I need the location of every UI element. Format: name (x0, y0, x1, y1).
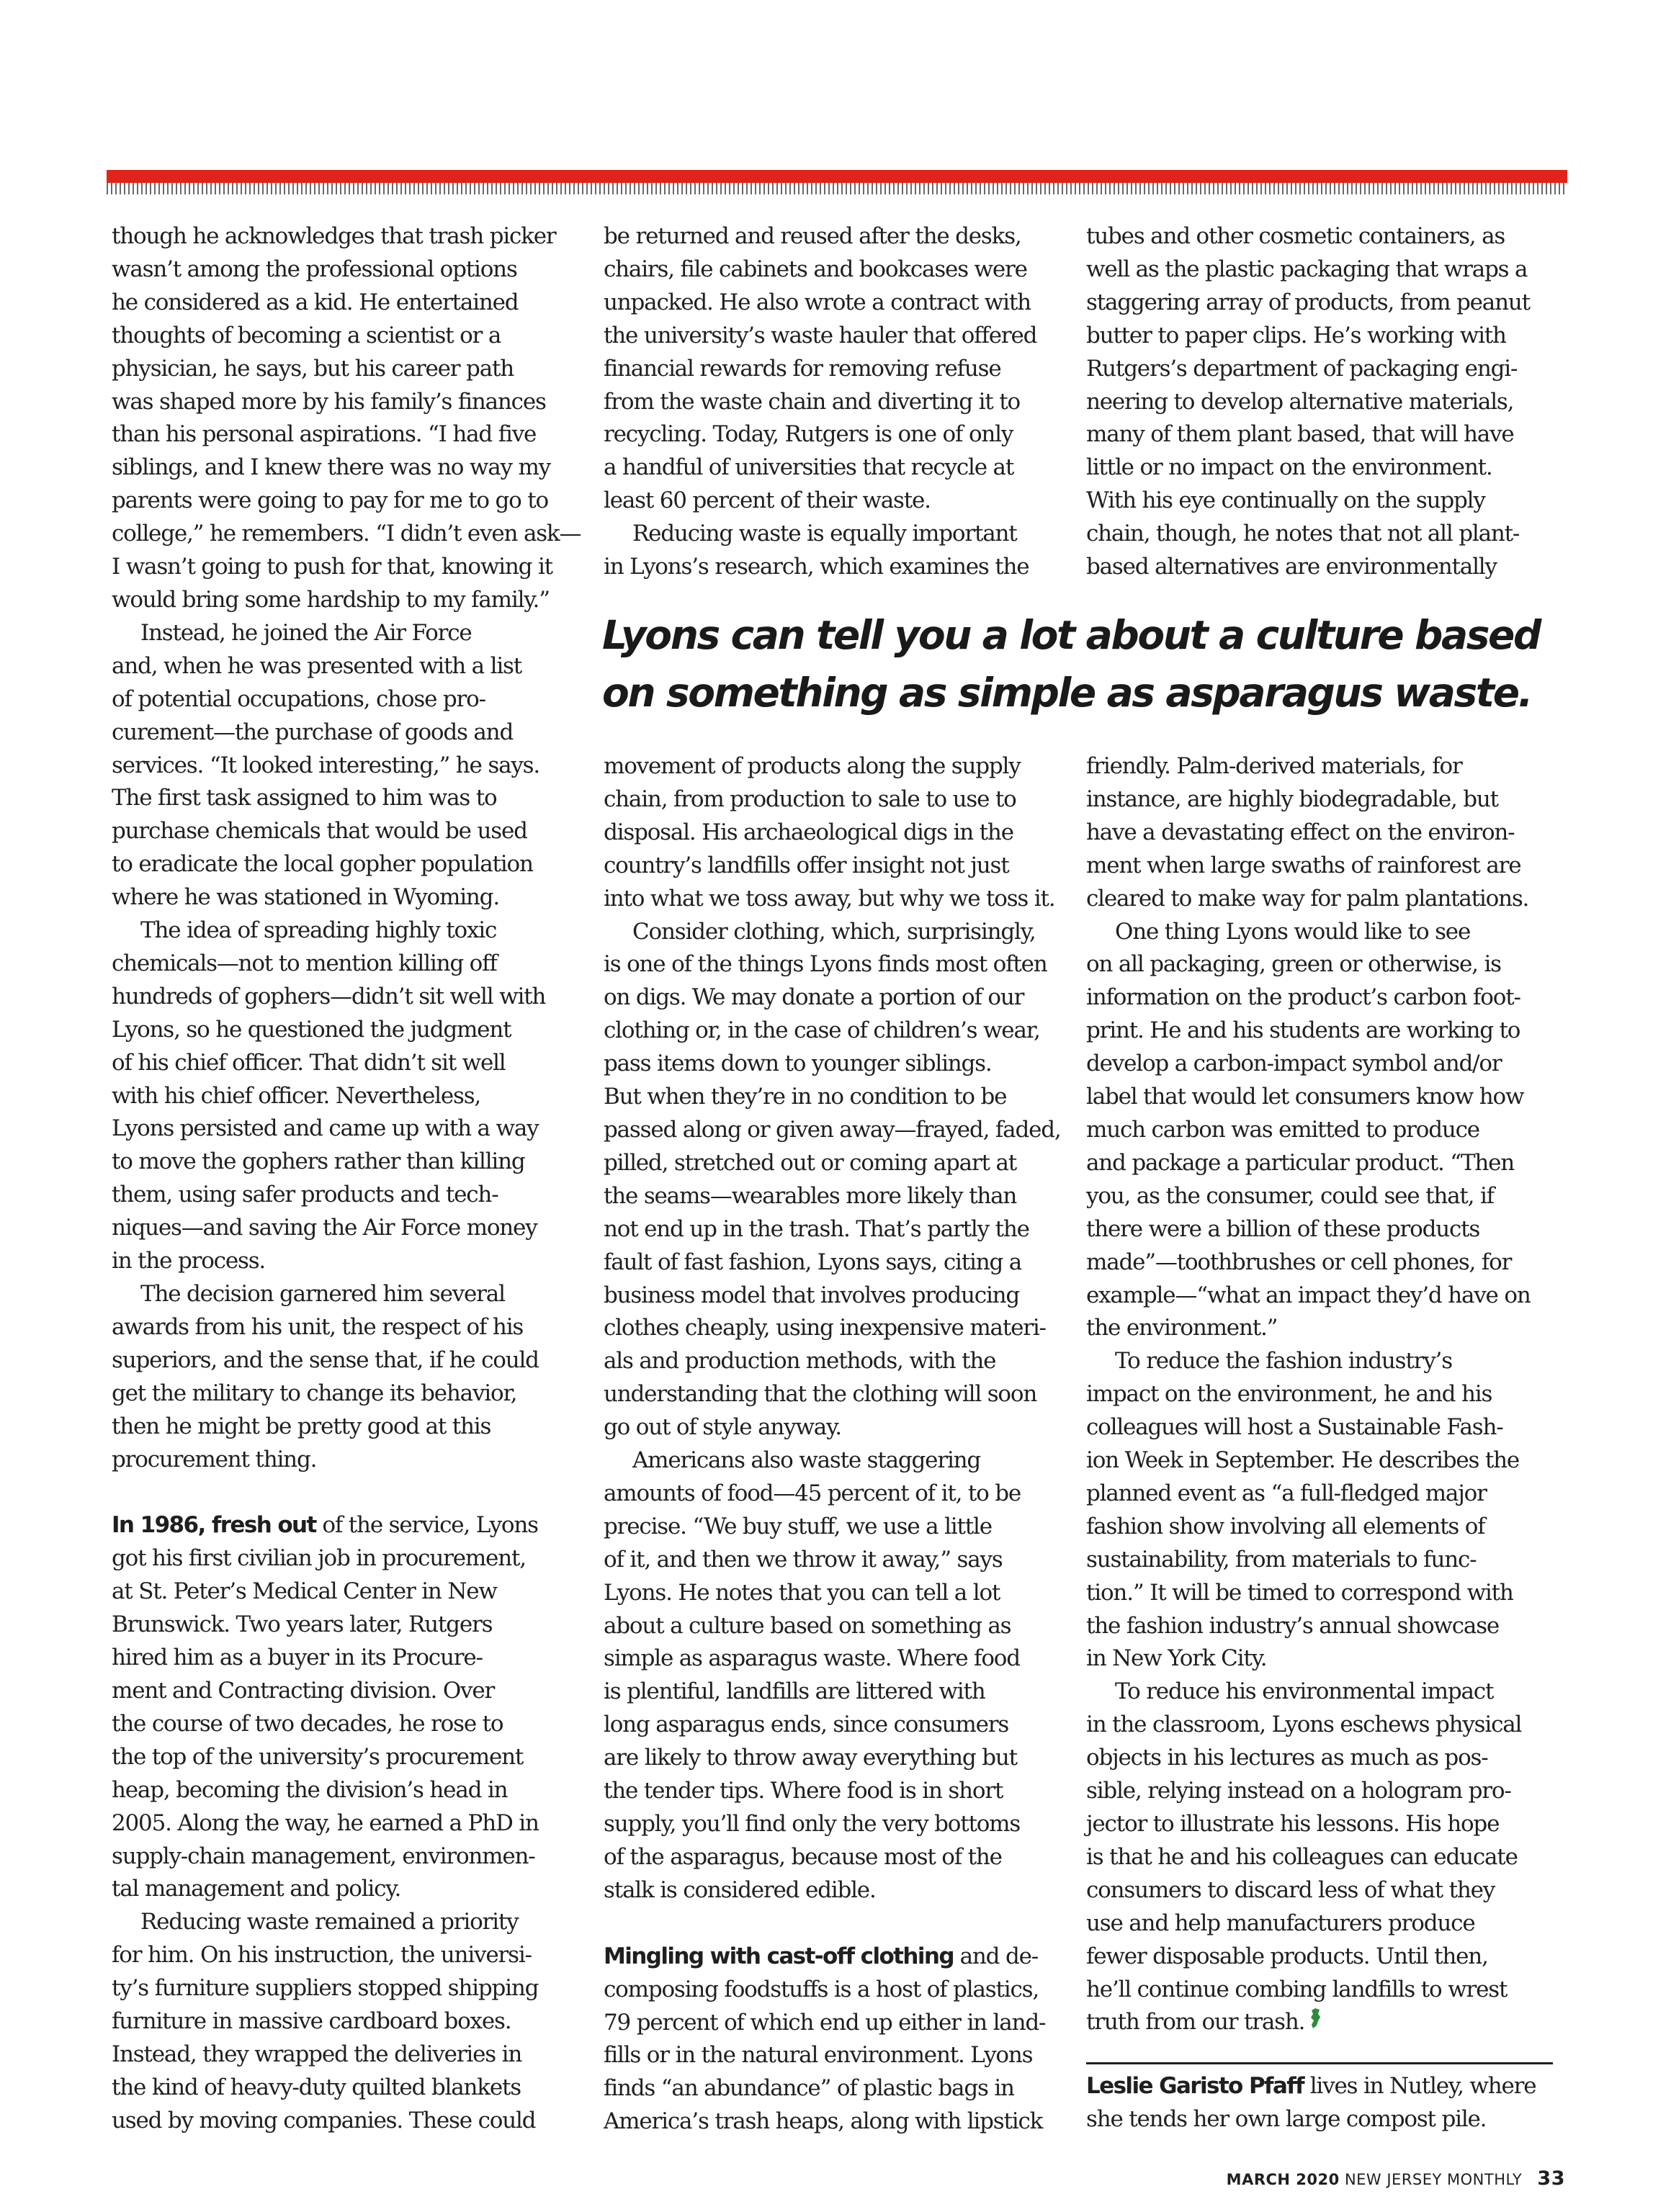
text-line: was shaped more by his family’s finances (112, 388, 546, 415)
text-line (604, 1941, 1057, 1974)
text-line: be returned and reused after the desks, (604, 223, 1021, 249)
text-line: amounts of food—45 percent of it, to be (604, 1480, 1021, 1506)
text-line: and package a particular product. “Then (1086, 1149, 1515, 1176)
text-line: on all packaging, green or otherwise, is (1086, 951, 1501, 978)
text-line: 2005. Along the way, he earned a PhD in (112, 1809, 539, 1836)
text-line: Instead, he joined the Air Force (140, 619, 472, 646)
text-line: cleared to make way for palm plantations. (1086, 885, 1529, 912)
text-line: supply-chain management, environmen- (112, 1843, 535, 1869)
text-line: have a devastating effect on the environ- (1086, 819, 1515, 845)
column-3-bottom (1086, 750, 1540, 2039)
text-line: ty’s furniture suppliers stopped shipping (112, 1975, 539, 2002)
text-line: staggering array of products, from peanut (1086, 289, 1530, 315)
text-line: physician, he says, but his career path (112, 355, 514, 382)
author-bio (1086, 2070, 1562, 2136)
text-line: on digs. We may donate a portion of our (604, 984, 1024, 1011)
section-lead-in: In 1986, fresh out (112, 1512, 316, 1539)
text-line: clothing or, in the case of children’s wear, (604, 1017, 1040, 1044)
text-line: then he might be pretty good at this (112, 1413, 491, 1439)
text-line: To reduce the fashion industry’s (1115, 1348, 1452, 1375)
text-line: is that he and his colleagues can educate (1086, 1843, 1518, 1870)
text-line: of it, and then we throw it away,” says (604, 1546, 1003, 1573)
text-line: curement—the purchase of goods and (112, 719, 514, 745)
text-line: with his chief officer. Nevertheless, (112, 1082, 481, 1109)
text-line: stalk is considered edible. (604, 1876, 876, 1903)
text-line: Lyons. He notes that you can tell a lot (604, 1579, 1000, 1606)
text-line: to eradicate the local gopher population (112, 851, 533, 878)
text-line: many of them plant based, that will have (1086, 421, 1514, 448)
text-line: chain, though, he notes that not all plant- (1086, 521, 1520, 547)
text-line: jector to illustrate his lessons. His hope (1086, 1811, 1500, 1837)
text-line: in Lyons’s research, which examines the (604, 554, 1029, 580)
text-line: in the classroom, Lyons eschews physical (1086, 1712, 1522, 1738)
text-line: of the asparagus, because most of the (604, 1843, 1002, 1870)
text-line: is one of the things Lyons finds most often (604, 951, 1047, 978)
red-rule-bar (107, 170, 1567, 183)
pull-quote-line: on something as simple as asparagus waste. (602, 670, 1532, 716)
new-jersey-state-icon (1309, 2006, 1322, 2039)
text-line: sustainability, from materials to func- (1086, 1546, 1477, 1573)
text-line: country’s landfills offer insight not just (604, 852, 1009, 878)
text-line: made”—toothbrushes or cell phones, for (1086, 1249, 1512, 1275)
text-line: Reducing waste is equally important (632, 521, 1017, 547)
text-line: heap, becoming the division’s head in (112, 1776, 508, 1803)
text-line (112, 1509, 565, 1542)
text-line: furniture in massive cardboard boxes. (112, 2008, 511, 2035)
issue-date: MARCH 2020 (1226, 2171, 1340, 2188)
text-line: to move the gophers rather than killing (112, 1148, 525, 1175)
text-line: understanding that the clothing will soon (604, 1381, 1037, 1408)
column-2-top (604, 220, 1057, 584)
text-line: fashion show involving all elements of (1086, 1513, 1485, 1539)
text-line: the seams—wearables more likely than (604, 1182, 1017, 1209)
bio-line: she tends her own large compost pile. (1086, 2105, 1487, 2132)
text-line: But when they’re in no condition to be (604, 1084, 1007, 1110)
text-line: The first task assigned to him was to (112, 785, 497, 811)
text-line: Instead, they wrapped the deliveries in (112, 2041, 522, 2067)
text-line: you, as the consumer, could see that, if (1086, 1182, 1494, 1209)
text-line: consumers to discard less of what they (1086, 1876, 1495, 1903)
pull-quote (602, 606, 1567, 721)
column-1 (112, 220, 581, 2138)
text-line: 79 percent of which end up either in land- (604, 2009, 1046, 2036)
text-line: wasn’t among the professional options (112, 256, 517, 282)
paragraph-gap (112, 1476, 565, 1509)
text-line: go out of style anyway. (604, 1414, 841, 1441)
text-line: chairs, file cabinets and bookcases were (604, 256, 1027, 282)
text-line: movement of products along the supply (604, 753, 1021, 779)
text-line: the tender tips. Where food is in short (604, 1778, 1003, 1804)
text-line: got his first civilian job in procurement, (112, 1545, 526, 1572)
text-line: the university’s waste hauler that offered (604, 322, 1037, 349)
text-fragment: truth from our trash. (1086, 2009, 1305, 2036)
text-line: One thing Lyons would like to see (1115, 918, 1471, 945)
text-line: in the process. (112, 1248, 266, 1274)
author-name: Leslie Garisto Pfaff (1086, 2073, 1304, 2099)
text-line: passed along or given away—frayed, faded, (604, 1116, 1061, 1143)
text-line: pass items down to younger siblings. (604, 1051, 992, 1077)
text-line: thoughts of becoming a scientist or a (112, 322, 501, 349)
pull-quote-line: Lyons can tell you a lot about a culture based (602, 612, 1540, 658)
text-line: college,” he remembers. “I didn’t even ask— (112, 521, 581, 547)
text-line: them, using safer products and tech- (112, 1182, 498, 1208)
text-line: hundreds of gophers—didn’t sit well with (112, 983, 546, 1010)
text-line: superiors, and the sense that, if he could (112, 1346, 539, 1373)
text-line: information on the product’s carbon foot- (1086, 984, 1520, 1011)
text-line: simple as asparagus waste. Where food (604, 1645, 1020, 1672)
text-line: siblings, and I knew there was no way my (112, 454, 550, 481)
text-line: Lyons, so he questioned the judgment (112, 1016, 511, 1043)
text-line: least 60 percent of their waste. (604, 487, 931, 514)
text-line: neering to develop alternative materials, (1086, 388, 1514, 415)
text-line: instance, are highly biodegradable, but (1086, 786, 1498, 812)
paragraph-gap (604, 1907, 1057, 1941)
text-line: the fashion industry’s annual showcase (1086, 1612, 1500, 1639)
text-line: ment when large swaths of rainforest are (1086, 852, 1521, 878)
text-line: procurement thing. (112, 1446, 317, 1473)
text-line: example—“what an impact they’d have on (1086, 1282, 1531, 1308)
text-line: chain, from production to sale to use to (604, 786, 1016, 812)
tick-rule (107, 183, 1567, 194)
text-line: develop a carbon-impact symbol and/or (1086, 1051, 1502, 1077)
bio-separator (1086, 2062, 1553, 2064)
text-line: recycling. Today, Rutgers is one of only (604, 421, 1013, 448)
text-line: sible, relying instead on a hologram pro- (1086, 1778, 1511, 1804)
text-line: awards from his unit, the respect of his (112, 1313, 524, 1340)
text-line: impact on the environment, he and his (1086, 1381, 1492, 1408)
text-line: used by moving companies. These could (112, 2107, 536, 2134)
text-line: tion.” It will be timed to correspond with (1086, 1579, 1513, 1606)
text-line: With his eye continually on the supply (1086, 487, 1485, 514)
text-line: chemicals—not to mention killing off (112, 950, 497, 976)
text-line: of his chief officer. That didn’t sit well (112, 1049, 506, 1076)
text-line: he’ll continue combing landfills to wrest (1086, 1976, 1508, 2002)
text-line: for him. On his instruction, the universi- (112, 1942, 532, 1969)
text-line: ment and Contracting division. Over (112, 1677, 495, 1704)
page-number: 33 (1537, 2167, 1565, 2190)
text-line: get the military to change its behavior, (112, 1380, 517, 1406)
text-line: colleagues will host a Sustainable Fash- (1086, 1414, 1503, 1441)
text-line: in New York City. (1086, 1645, 1267, 1672)
text-line: Brunswick. Two years later, Rutgers (112, 1611, 493, 1638)
text-line: print. He and his students are working to (1086, 1017, 1520, 1044)
text-line: hired him as a buyer in its Procure- (112, 1645, 483, 1671)
text-line: the kind of heavy-duty quilted blankets (112, 2074, 521, 2100)
text-line: planned event as “a full-fledged major (1086, 1480, 1487, 1506)
text-line: supply, you’ll find only the very bottoms (604, 1811, 1021, 1837)
top-rule (107, 170, 1567, 194)
bio-line (1086, 2070, 1562, 2103)
text-line: niques—and saving the Air Force money (112, 1215, 537, 1241)
text-line: composing foodstuffs is a host of plastics, (604, 1976, 1039, 2002)
text-line: finds “an abundance” of plastic bags in (604, 2075, 1014, 2102)
text-line: pilled, stretched out or coming apart at (604, 1149, 1016, 1176)
text-line: Reducing waste remained a priority (140, 1909, 519, 1936)
text-line: than his personal aspirations. “I had five (112, 421, 537, 448)
text-line: purchase chemicals that would be used (112, 818, 527, 845)
text-line: though he acknowledges that trash picker (112, 223, 556, 249)
column-3-top (1086, 220, 1540, 584)
text-line: services. “It looked interesting,” he says. (112, 752, 540, 778)
text-line: To reduce his environmental impact (1115, 1678, 1494, 1705)
text-line: is plentiful, landfills are littered with (604, 1678, 985, 1705)
text-line: precise. “We buy stuff, we use a little (604, 1513, 992, 1539)
text-line: tubes and other cosmetic containers, as (1086, 223, 1505, 249)
text-line: als and production methods, with the (604, 1348, 996, 1375)
text-line: I wasn’t going to push for that, knowing it (112, 554, 552, 580)
section-lead-in: Mingling with cast-off clothing (604, 1943, 954, 1969)
text-line: Americans also waste staggering (632, 1447, 981, 1474)
text-line: at St. Peter’s Medical Center in New (112, 1578, 497, 1605)
text-line: clothes cheaply, using inexpensive materi- (604, 1315, 1046, 1341)
text-line: Lyons persisted and came up with a way (112, 1115, 539, 1142)
column-2-bottom (604, 750, 1061, 2139)
text-line: a handful of universities that recycle at (604, 454, 1014, 481)
text-line: where he was stationed in Wyoming. (112, 884, 499, 911)
text-line: The idea of spreading highly toxic (140, 917, 497, 944)
text-line: friendly. Palm-derived materials, for (1086, 753, 1462, 779)
text-line: The decision garnered him several (140, 1281, 505, 1307)
text-line: America’s trash heaps, along with lipstick (604, 2108, 1043, 2135)
text-line: Consider clothing, which, surprisingly, (632, 918, 1036, 945)
text-line: financial rewards for removing refuse (604, 355, 1001, 382)
text-line: about a culture based on something as (604, 1612, 1011, 1639)
text-line: unpacked. He also wrote a contract with (604, 289, 1031, 315)
text-line: well as the plastic packaging that wraps a (1086, 256, 1528, 282)
text-fragment: of the service, Lyons (322, 1512, 538, 1539)
text-line: butter to paper clips. He’s working with (1086, 322, 1506, 349)
text-line: disposal. His archaeological digs in the (604, 819, 1013, 845)
text-line: from the waste chain and diverting it to (604, 388, 1020, 415)
text-line: he considered as a kid. He entertained (112, 289, 519, 315)
text-line: little or no impact on the environment. (1086, 454, 1492, 481)
text-line: use and help manufacturers produce (1086, 1910, 1475, 1936)
text-line: ion Week in September. He describes the (1086, 1447, 1520, 1474)
text-line: Rutgers’s department of packaging engi- (1086, 355, 1518, 382)
text-fragment: lives in Nutley, where (1304, 2073, 1536, 2099)
text-line: of potential occupations, chose pro- (112, 685, 485, 712)
text-line: and, when he was presented with a list (112, 652, 521, 679)
text-line: parents were going to pay for me to go to (112, 487, 548, 514)
text-line: label that would let consumers know how (1086, 1084, 1524, 1110)
text-line: into what we toss away, but why we toss it. (604, 885, 1055, 912)
text-line: much carbon was emitted to produce (1086, 1116, 1479, 1143)
magazine-name: NEW JERSEY MONTHLY (1344, 2171, 1523, 2188)
text-line: the environment.” (1086, 1315, 1278, 1341)
text-line: fewer disposable products. Until then, (1086, 1943, 1488, 1969)
text-line: long asparagus ends, since consumers (604, 1712, 1009, 1738)
text-line: the course of two decades, he rose to (112, 1710, 503, 1737)
text-line: fills or in the natural environment. Lyons (604, 2042, 1033, 2069)
text-line: the top of the university’s procurement (112, 1743, 524, 1770)
text-line: fault of fast fashion, Lyons says, citing a (604, 1249, 1022, 1275)
text-line: there were a billion of these products (1086, 1215, 1480, 1242)
text-line: based alternatives are environmentally (1086, 554, 1497, 580)
text-line (1086, 2006, 1540, 2039)
text-line: tal management and policy. (112, 1876, 401, 1902)
text-fragment: and de- (959, 1943, 1039, 1969)
text-line: not end up in the trash. That’s partly the (604, 1215, 1029, 1242)
text-line: objects in his lectures as much as pos- (1086, 1745, 1488, 1771)
text-line: are likely to throw away everything but (604, 1745, 1017, 1771)
text-line: would bring some hardship to my family.” (112, 586, 550, 613)
text-line: business model that involves producing (604, 1282, 1020, 1308)
page-folio (1227, 2167, 1565, 2190)
